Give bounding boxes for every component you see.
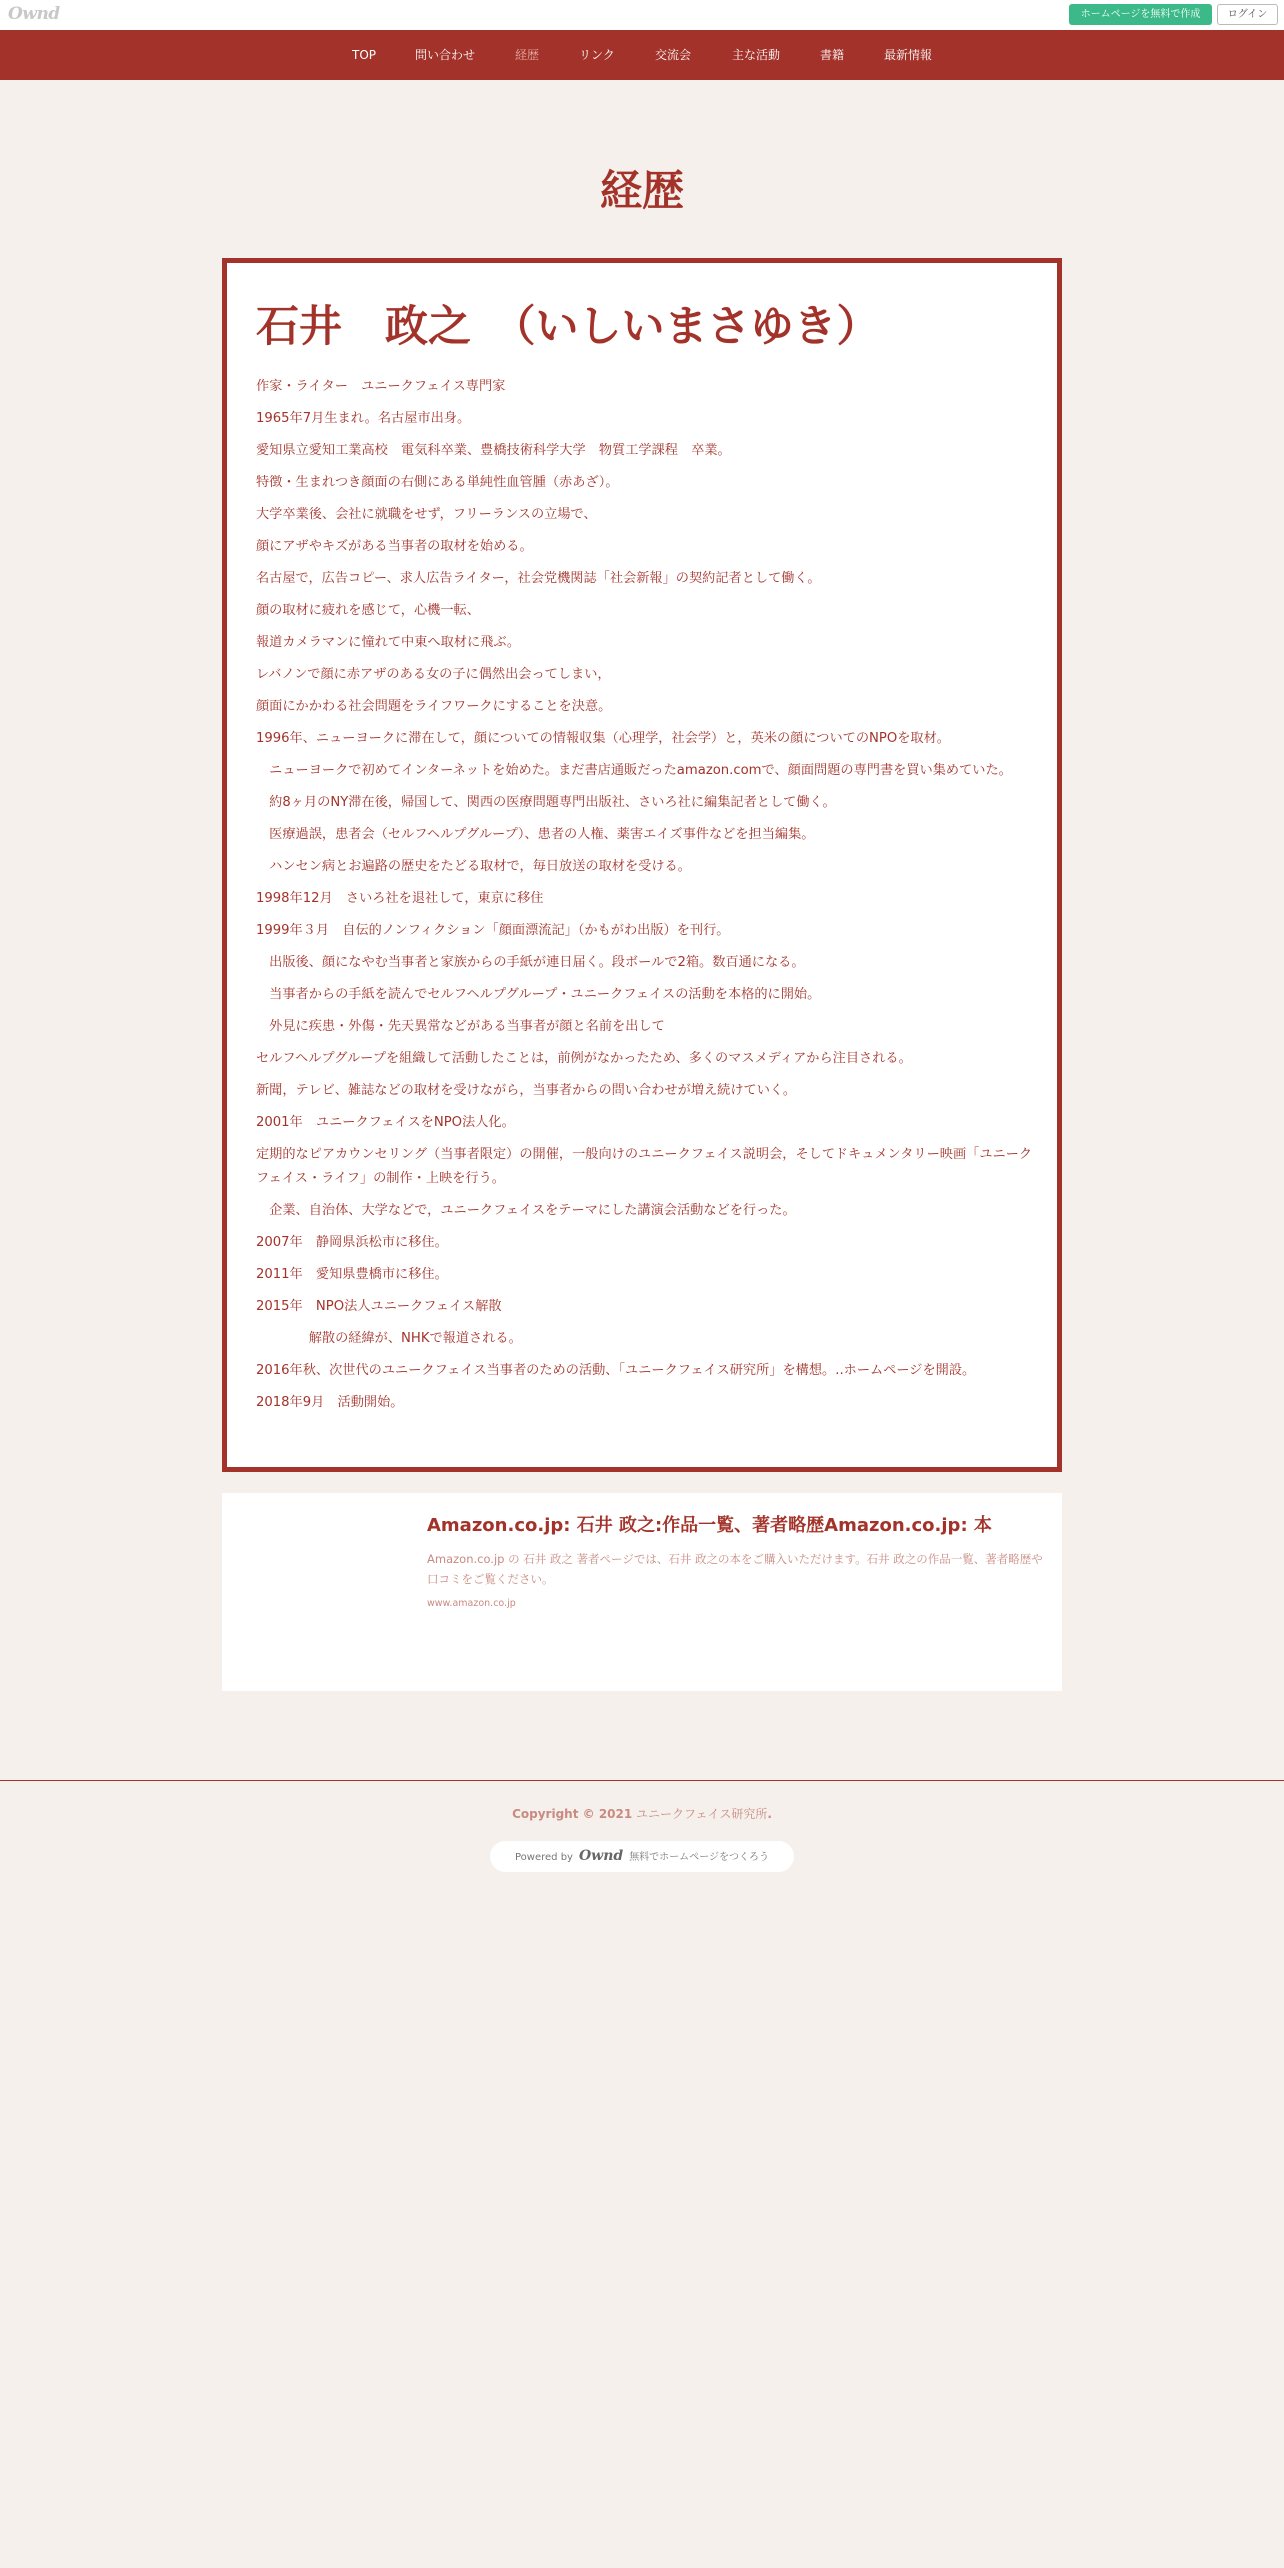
login-button[interactable]: ログイン — [1217, 4, 1278, 25]
link-card-description: Amazon.co.jp の 石井 政之 著者ページでは、石井 政之の本をご購入いただけます。石井 政之の作品一覧、著者略歴や口コミをご覧ください。 — [427, 1552, 1043, 1586]
copyright-suffix: . — [767, 1807, 772, 1821]
bio-line: 1965年7月生まれ。名古屋市出身。 — [256, 411, 471, 426]
bio-line: 大学卒業後、会社に就職をせず，フリーランスの立場で、 — [256, 507, 597, 522]
page-title: 経歴 — [599, 166, 684, 215]
bio-line: 外見に疾患・外傷・先天異常などがある当事者が顔と名前を出して — [256, 1019, 665, 1034]
bio-line: 顔の取材に疲れを感じて，心機一転、 — [256, 603, 480, 618]
bio-line: セルフヘルプグループを組織して活動したことは，前例がなかったため、多くのマスメディアから注目される。 — [256, 1051, 912, 1066]
bio-line: 約8ヶ月のNY滞在後，帰国して、関西の医療問題専門出版社、さいろ社に編集記者として働く。 — [256, 795, 836, 810]
ownd-logo[interactable]: Ownd — [8, 4, 60, 24]
nav-item-links[interactable]: リンク — [579, 48, 615, 62]
bio-text — [256, 375, 1036, 1423]
bio-line: 2011年 愛知県豊橋市に移住。 — [256, 1267, 448, 1282]
bio-line: 2001年 ユニークフェイスをNPO法人化。 — [256, 1115, 515, 1130]
bio-line: 1998年12月 さいろ社を退社して，東京に移住 — [256, 891, 544, 906]
bio-line: 作家・ライター ユニークフェイス専門家 — [256, 379, 506, 394]
nav-item-news[interactable]: 最新情報 — [884, 48, 933, 62]
bio-line: 特徴・生まれつき顔面の右側にある単純性血管腫（赤あざ）。 — [256, 475, 619, 490]
link-card-url[interactable]: www.amazon.co.jp — [427, 1598, 516, 1609]
bio-line: ニューヨークで初めてインターネットを始めた。まだ書店通販だったamazon.comで、顔面問題の専門書を買い集めていた。 — [256, 763, 1012, 778]
bio-line: 名古屋で，広告コピー、求人広告ライター，社会党機関誌「社会新報」の契約記者として働く。 — [256, 571, 821, 586]
bio-line: 2016年秋、次世代のユニークフェイス当事者のための活動、「ユニークフェイス研究所」を構想。..ホームページを開設。 — [256, 1363, 976, 1378]
bio-line: 企業、自治体、大学などで，ユニークフェイスをテーマにした講演会活動などを行った。 — [256, 1203, 796, 1218]
bio-line: 新聞，テレビ、雑誌などの取材を受けながら，当事者からの問い合わせが増え続けていく。 — [256, 1083, 797, 1098]
bio-line: 当事者からの手紙を読んでセルフヘルプグループ・ユニークフェイスの活動を本格的に開始。 — [256, 987, 821, 1002]
bio-line: 顔にアザやキズがある当事者の取材を始める。 — [256, 539, 533, 554]
bio-line: 医療過誤，患者会（セルフヘルプグループ）、患者の人権、薬害エイズ事件などを担当編集。 — [256, 827, 815, 842]
powered-suffix: 無料でホームページをつくろう — [629, 1852, 769, 1863]
bio-line: 2015年 NPO法人ユニークフェイス解散 — [256, 1299, 502, 1314]
bio-line: 2007年 静岡県浜松市に移住。 — [256, 1235, 448, 1250]
bio-line: 1996年、ニューヨークに滞在して，顔についての情報収集（心理学，社会学）と，英米の顔についてのNPOを取材。 — [256, 731, 950, 746]
powered-by-badge[interactable] — [490, 1841, 794, 1872]
bio-line: 2018年9月 活動開始。 — [256, 1395, 404, 1410]
nav-item-books[interactable]: 書籍 — [820, 48, 845, 62]
bio-line: 顔面にかかわる社会問題をライフワークにすることを決意。 — [256, 699, 612, 714]
copyright-prefix: Copyright © 2021 — [512, 1807, 633, 1821]
link-card[interactable] — [222, 1493, 1062, 1691]
ownd-footer-logo: Ownd — [578, 1848, 624, 1864]
bio-line: 報道カメラマンに憧れて中東へ取材に飛ぶ。 — [256, 635, 521, 650]
powered-prefix: Powered by — [515, 1852, 573, 1863]
bio-line: レバノンで顔に赤アザのある女の子に偶然出会ってしまい， — [256, 667, 611, 682]
nav-item-contact[interactable]: 問い合わせ — [415, 48, 476, 62]
bio-line: 出版後、顔になやむ当事者と家族からの手紙が連日届く。段ボールで2箱。数百通になる。 — [256, 955, 805, 970]
bio-line: 1999年３月 自伝的ノンフィクション「顔面漂流記」（かもがわ出版）を刊行。 — [256, 923, 730, 938]
bio-section — [222, 258, 1062, 1472]
footer-divider — [0, 1780, 1284, 1781]
nav-item-activities[interactable]: 主な活動 — [732, 48, 781, 62]
bio-line: ハンセン病とお遍路の歴史をたどる取材で，毎日放送の取材を受ける。 — [256, 859, 691, 874]
bio-name-heading: 石井 政之 （いしいまさゆき） — [256, 302, 880, 352]
nav-item-top[interactable]: TOP — [352, 48, 377, 62]
nav-item-exchange[interactable]: 交流会 — [655, 48, 692, 62]
main-nav — [0, 30, 1284, 80]
site-name-link[interactable]: ユニークフェイス研究所 — [636, 1807, 768, 1821]
bio-line: 愛知県立愛知工業高校 電気科卒業、豊橋技術科学大学 物質工学課程 卒業。 — [256, 443, 731, 458]
top-bar — [0, 0, 1284, 30]
nav-item-career[interactable]: 経歴 — [515, 48, 540, 62]
copyright — [0, 1805, 1284, 1822]
bio-line: 解散の経緯が、NHKで報道される。 — [256, 1331, 522, 1346]
bio-line: 定期的なピアカウンセリング（当事者限定）の開催，一般向けのユニークフェイス説明会，そしてドキュメンタリー映画「ユニークフェイス・ライフ」の制作・上映を行う。 — [256, 1147, 1033, 1186]
create-homepage-button[interactable]: ホームページを無料で作成 — [1069, 4, 1212, 25]
link-card-title[interactable]: Amazon.co.jp: 石井 政之:作品一覧、著者略歴Amazon.co.jp: 本 — [427, 1515, 992, 1536]
